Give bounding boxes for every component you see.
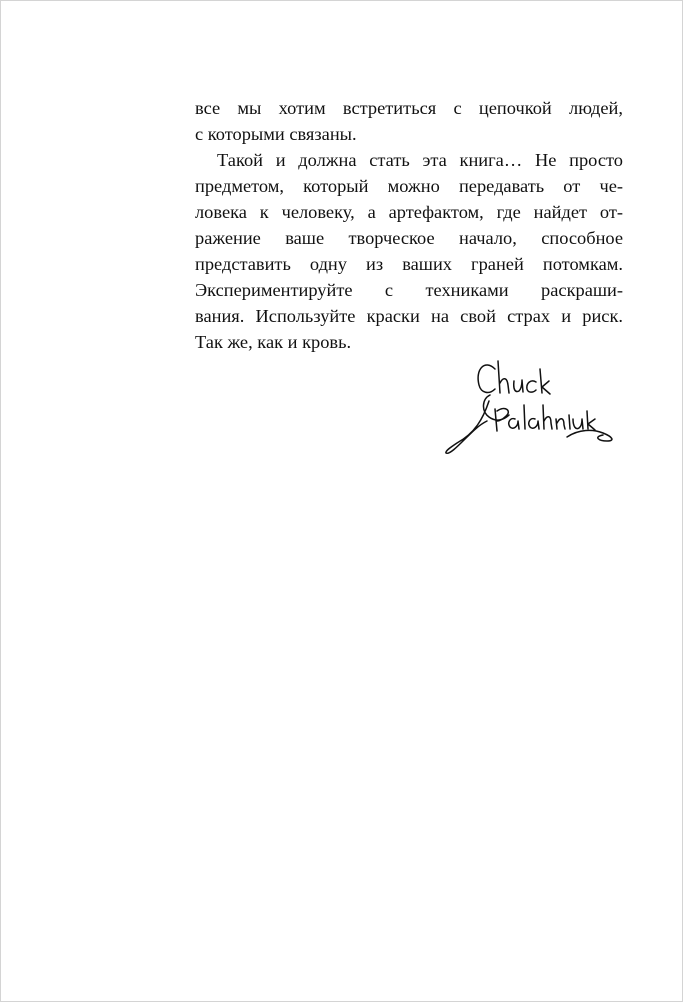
text-line: ловека к человеку, а артефактом, где найдет от- — [195, 202, 623, 222]
text-line: Такой и должна стать эта книга… Не просто — [217, 150, 623, 170]
text-line: представить одну из ваших граней потомкам. — [195, 254, 623, 274]
text-line: Так же, как и кровь. — [195, 332, 352, 352]
handwritten-signature — [443, 355, 618, 461]
text-line: вания. Используйте краски на свой страх и риск. — [195, 306, 623, 326]
text-line: ражение ваше творческое начало, способное — [195, 228, 623, 248]
body-text — [195, 95, 623, 355]
text-line: с которыми связаны. — [195, 124, 357, 144]
text-line: Экспериментируйте с техниками раскраши- — [195, 280, 623, 300]
text-line: все мы хотим встретиться с цепочкой людей, — [195, 98, 623, 118]
text-line: предметом, который можно передавать от че- — [195, 176, 623, 196]
